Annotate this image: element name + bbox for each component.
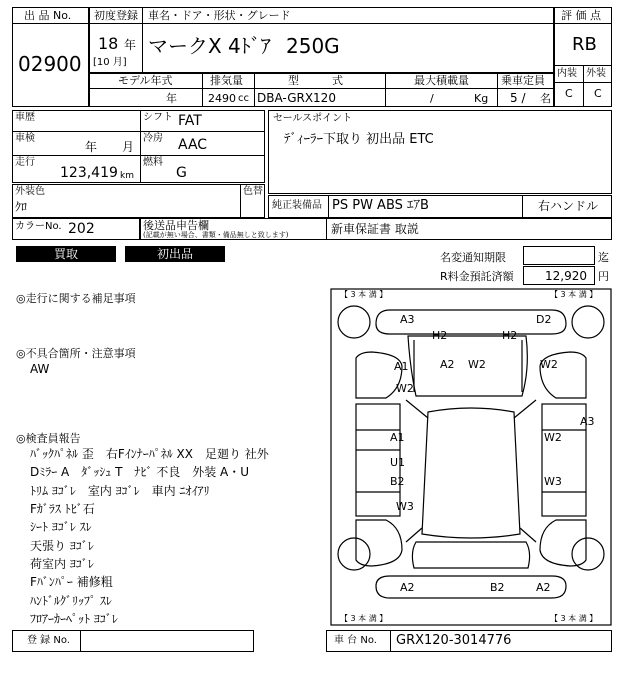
fuel-value: G: [176, 165, 187, 181]
sales-point-label: セールスポイント: [273, 113, 353, 124]
damage-mark: W2: [396, 382, 414, 395]
recycle-value: 12,920: [545, 269, 587, 283]
color-no-label: カラーNo.: [15, 221, 62, 232]
report-line: ﾌﾛｱｰｶｰﾍﾟｯﾄ ﾖｺﾞﾚ: [30, 612, 118, 626]
trunk-shape: [412, 542, 529, 568]
damage-mark: A3: [580, 415, 595, 428]
damage-mark: A3: [400, 313, 415, 326]
shift-label: シフト: [143, 112, 173, 123]
report-line: ｼｰﾄ ﾖｺﾞﾚ ｽﾚ: [30, 520, 92, 534]
genuine-label: 純正装備品: [272, 200, 322, 211]
report-line: ﾊﾞｯｸﾊﾟﾈﾙ 歪 右Fｲﾝﾅｰﾊﾟﾈﾙ XX 足廻り 社外: [30, 447, 269, 461]
aftermarket-note: (記載が無い場合、書類・備品無しと致します): [143, 231, 289, 239]
damage-mark: W2: [468, 358, 486, 371]
first-reg-year: 18: [98, 34, 119, 53]
aftermarket-label: 後送品申告欄: [143, 219, 209, 232]
interior-score: C: [565, 87, 573, 100]
evaluation-score: RB: [572, 34, 597, 55]
report-line: Dﾐﾗｰ A ﾀﾞｯｼｭ T ﾅﾋﾞ 不良 外装 A・U: [30, 465, 250, 479]
damage-mark: A2: [400, 581, 415, 594]
car-name: マークX 4ﾄﾞｱ: [148, 34, 271, 58]
damage-mark: A2: [536, 581, 551, 594]
displacement-label: 排気量: [210, 74, 243, 87]
damage-mark: H2: [502, 329, 518, 342]
capacity-label: 乗車定員: [501, 74, 545, 87]
inspection-month: 月: [122, 140, 135, 154]
chassis-label: 車 台 No.: [334, 635, 377, 646]
damage-mark: H2: [432, 329, 448, 342]
recycle-unit: 円: [598, 270, 609, 283]
tyre-tread-rear-right: 【 3 本 溝 】: [550, 614, 598, 623]
exterior-label: 外装: [586, 68, 606, 79]
reg-no-label: 登 録 No.: [27, 635, 70, 646]
km-unit: km: [120, 171, 134, 181]
tyre-front-right: [572, 306, 604, 338]
sales-point-text: ﾃﾞｨｰﾗｰ下取り 初出品 ETC: [284, 132, 434, 147]
car-desc-label: 車名・ドア・形状・グレード: [148, 9, 291, 22]
exterior-score: C: [594, 87, 602, 100]
damage-mark: W2: [540, 358, 558, 371]
shift-value: FAT: [178, 113, 202, 129]
defects-label: ◎不具合箇所・注意事項: [16, 347, 136, 360]
history-label: 車歴: [15, 112, 35, 123]
first-listing-badge: 初出品: [125, 246, 225, 262]
type-label: 型 式: [288, 74, 343, 87]
max-load-label: 最大積載量: [414, 74, 469, 87]
report-line: Fｶﾞﾗｽ ﾄﾋﾞ石: [30, 502, 95, 516]
first-reg-month: [10 月]: [93, 57, 127, 68]
ac-label: 冷房: [143, 133, 163, 144]
mileage-label: 走行: [15, 157, 35, 168]
chassis-value: GRX120-3014776: [396, 633, 512, 648]
first-reg-year-unit: 年: [124, 38, 137, 52]
genuine-value: PS PW ABS ｴｱB: [332, 198, 429, 213]
defects-value: AW: [30, 362, 50, 376]
buy-badge: 買取: [16, 246, 116, 262]
first-reg-label: 初度登録: [94, 9, 138, 22]
displacement-value: 2490: [208, 92, 236, 105]
tyre-front-left: [338, 306, 370, 338]
name-change-unit: 迄: [598, 251, 609, 264]
car-damage-diagram: [330, 288, 612, 626]
model-year-label: モデル年式: [118, 74, 173, 87]
evaluation-label: 評 価 点: [561, 9, 601, 22]
ext-color-value: ｸﾛ: [15, 200, 28, 214]
lot-number-label: 出 品 No.: [24, 9, 72, 22]
capacity-value: 5 /: [510, 91, 526, 105]
name-change-box: [523, 246, 595, 265]
recycle-label: R料金預託済額: [440, 270, 514, 283]
damage-mark: D2: [536, 313, 552, 326]
steering-value: 右ハンドル: [538, 199, 599, 213]
damage-mark: A2: [440, 358, 455, 371]
report-line: ﾄﾘﾑ ﾖｺﾞﾚ 室内 ﾖｺﾞﾚ 車内 ﾆｵｲｱﾘ: [30, 484, 210, 498]
ac-value: AAC: [178, 137, 208, 153]
report-line: 荷室内 ﾖｺﾞﾚ: [30, 557, 94, 571]
lot-number-value: 02900: [18, 52, 82, 76]
kg-unit: Kg: [474, 92, 489, 105]
ext-color-label: 外装色: [15, 186, 45, 197]
tyre-tread-front-left: 【 3 本 溝 】: [340, 290, 388, 299]
fuel-label: 燃料: [143, 157, 163, 168]
damage-mark: B2: [390, 475, 405, 488]
tyre-tread-front-right: 【 3 本 溝 】: [550, 290, 598, 299]
inspection-label: 車検: [15, 133, 35, 144]
damage-mark: U1: [390, 456, 406, 469]
cabin-roof: [422, 408, 520, 538]
model-year-unit: 年: [166, 92, 177, 105]
left-rear-fender: [356, 520, 402, 566]
aftermarket-value: 新車保証書 取説: [331, 222, 419, 236]
ext-color-box: [12, 184, 265, 218]
inspector-report-label: ◎検査員報告: [16, 432, 81, 445]
driving-notes-label: ◎走行に関する補足事項: [16, 292, 136, 305]
tyre-tread-rear-left: 【 3 本 溝 】: [340, 614, 388, 623]
mileage-value: 123,419: [60, 165, 118, 181]
car-grade: 250G: [286, 34, 340, 58]
color-no-value: 202: [68, 221, 95, 237]
damage-mark: A1: [394, 360, 409, 373]
name-change-label: 名変通知期限: [440, 251, 506, 264]
cc-unit: cc: [238, 93, 249, 104]
damage-mark: W2: [544, 431, 562, 444]
details-left: [12, 110, 265, 183]
interior-label: 内装: [557, 68, 577, 79]
load-slash: /: [430, 92, 434, 105]
color-change-label: 色替: [243, 186, 263, 197]
damage-mark: A1: [390, 431, 405, 444]
report-line: 天張り ﾖｺﾞﾚ: [30, 539, 94, 553]
persons-unit: 名: [540, 92, 551, 105]
right-rear-fender: [540, 520, 586, 566]
damage-mark: W3: [396, 500, 414, 513]
report-line: ﾊﾝﾄﾞﾙｸﾞﾘｯﾌﾟ ｽﾚ: [30, 594, 112, 608]
damage-mark: B2: [490, 581, 505, 594]
type-value: DBA-GRX120: [257, 91, 336, 105]
report-line: Fﾊﾞﾝﾊﾟｰ 補修粗: [30, 575, 113, 589]
inspection-year: 年: [85, 140, 98, 154]
damage-mark: W3: [544, 475, 562, 488]
